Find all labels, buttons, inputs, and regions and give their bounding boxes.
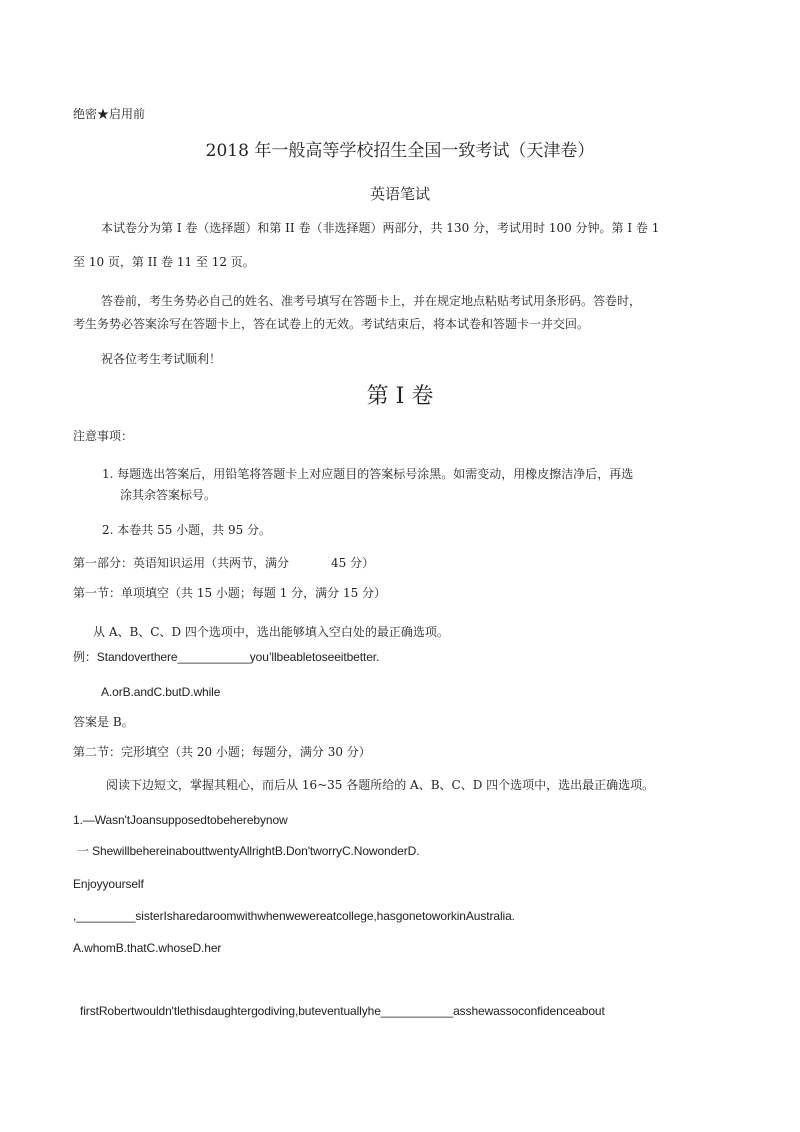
section1-heading: 第一节：单项填空（共 15 小题；每题 1 分，满分 15 分） <box>73 586 387 600</box>
section2-heading: 第二节：完形填空（共 20 小题；每题分，满分 30 分） <box>73 745 371 759</box>
question-1-line-2: 一 ShewillbehereinabouttwentyAllrightB.Don'tworryC.NowonderD. <box>77 844 420 858</box>
section1-instruction: 从 A、B、C、D 四个选项中，选出能够填入空白处的最正确选项。 <box>93 625 449 639</box>
intro-paragraph-1-line-2: 至 10 页，第 II 卷 11 至 12 页。 <box>73 255 255 269</box>
good-luck-line: 祝各位考生考试顺利！ <box>101 352 222 366</box>
example-answer: 答案是 B。 <box>73 715 134 729</box>
confidential-mark: 绝密★启用前 <box>73 107 146 121</box>
note-item-1-line-2: 涂其余答案标号。 <box>120 488 217 502</box>
question-3-line-1: firstRobertwouldn'tlethisdaughtergodiving,buteventuallyhe___________asshewassoconfidenceabout <box>80 1004 605 1018</box>
note-item-1-line-1: 1. 每题选出答案后，用铅笔将答题卡上对应题目的答案标号涂黑。如需变动，用橡皮擦洁净后，再选 <box>102 467 634 481</box>
part1-score: 45 分） <box>331 556 375 570</box>
exam-title: 2018 年一般高等学校招生全国一致考试（天津卷） <box>205 141 595 161</box>
part1-heading: 第一部分：英语知识运用（共两节，满分 <box>73 556 290 570</box>
question-2-line-1: ,_________sisterIsharedaroomwithwhenwewereatcollege,hasgonetoworkinAustralia. <box>73 909 515 923</box>
example-options: A.orB.andC.butD.while <box>101 685 221 699</box>
intro-paragraph-1-line-1: 本试卷分为第 I 卷（选择题）和第 II 卷（非选择题）两部分，共 130 分，考试用时 100 分钟。第 I 卷 1 <box>101 221 660 235</box>
example-question: 例：Standoverthere___________you’llbeabletoseeitbetter. <box>73 650 380 664</box>
notes-heading: 注意事项： <box>73 429 134 443</box>
note-item-2: 2. 本卷共 55 小题，共 95 分。 <box>102 523 272 537</box>
intro-paragraph-2-line-1: 答卷前，考生务势必自己的姓名、准考号填写在答题卡上，并在规定地点粘贴考试用条形码。答卷时， <box>101 294 642 308</box>
question-1-line-3: Enjoyyourself <box>73 877 144 891</box>
exam-subtitle: 英语笔试 <box>369 185 430 203</box>
question-1-line-1: 1.—Wasn'tJoansupposedtobeherebynow <box>73 813 288 827</box>
section2-instruction: 阅读下边短文，掌握其粗心，而后从 16~35 各题所给的 A、B、C、D 四个选项中，选出最正确选项。 <box>106 778 655 792</box>
question-2-options: A.whomB.thatC.whoseD.her <box>73 941 222 955</box>
intro-paragraph-2-line-2: 考生务势必答案涂写在答题卡上，答在试卷上的无效。考试结束后，将本试卷和答题卡一并交回。 <box>73 317 590 331</box>
section-title: 第 I 卷 <box>366 384 434 409</box>
